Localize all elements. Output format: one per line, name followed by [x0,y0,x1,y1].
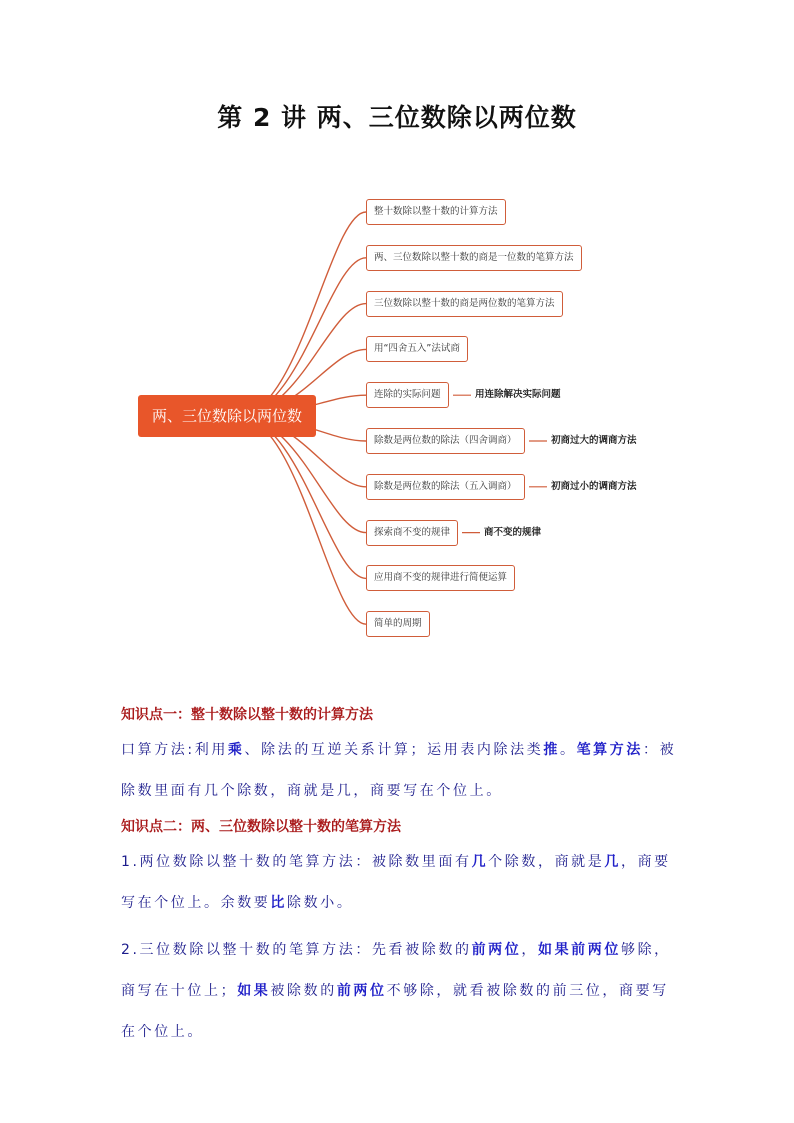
knowledge-point-1-heading: 知识点一：整十数除以整十数的计算方法 [121,707,373,723]
mind-map-leaf: 初商过小的调商方法 [551,480,637,492]
knowledge-point-1-text: 口算方法:利用乘、除法的互逆关系计算；运用表内除法类推。笔算方法：被除数里面有几个除数，商就是几，商要写在个位上。 [121,742,677,799]
knowledge-point-2-paragraph-2: 2.三位数除以整十数的笔算方法：先看被除数的前两位，如果前两位够除，商写在十位上；如果被除数的前两位不够除，就看被除数的前三位，商要写在个位上。 [121,942,671,1040]
mind-map-leaf: 用连除解决实际问题 [475,389,561,401]
knowledge-point-2-heading: 知识点二：两、三位数除以整十数的笔算方法 [121,819,401,835]
knowledge-content [121,700,681,1053]
mind-map-branch: 应用商不变的规律进行简便运算 [366,565,515,591]
mind-map-branch: 三位数除以整十数的商是两位数的笔算方法 [366,291,563,317]
mind-map [0,180,794,650]
mind-map-root: 两、三位数除以两位数 [138,395,316,437]
mind-map-branch: 用“四舍五入”法试商 [366,336,468,362]
mind-map-branch: 连除的实际问题 [366,382,449,408]
mind-map-connector [238,416,366,624]
mind-map-leaf: 初商过大的调商方法 [551,435,637,446]
mind-map-branch: 两、三位数除以整十数的商是一位数的笔算方法 [366,245,582,271]
mind-map-branch: 除数是两位数的除法（四舍调商） [366,428,525,454]
mind-map-branch: 简单的周期 [366,611,430,637]
mind-map-branch: 探索商不变的规律 [366,520,458,546]
mind-map-branch: 除数是两位数的除法（五入调商） [366,474,525,500]
knowledge-point-2-paragraph-1: 1.两位数除以整十数的笔算方法：被除数里面有几个除数，商就是几，商要写在个位上。余数要比除数小。 [121,854,671,911]
mind-map-leaf: 商不变的规律 [484,526,542,538]
mind-map-branch: 整十数除以整十数的计算方法 [366,199,506,225]
page-title: 第 2 讲 两、三位数除以两位数 [217,103,577,132]
